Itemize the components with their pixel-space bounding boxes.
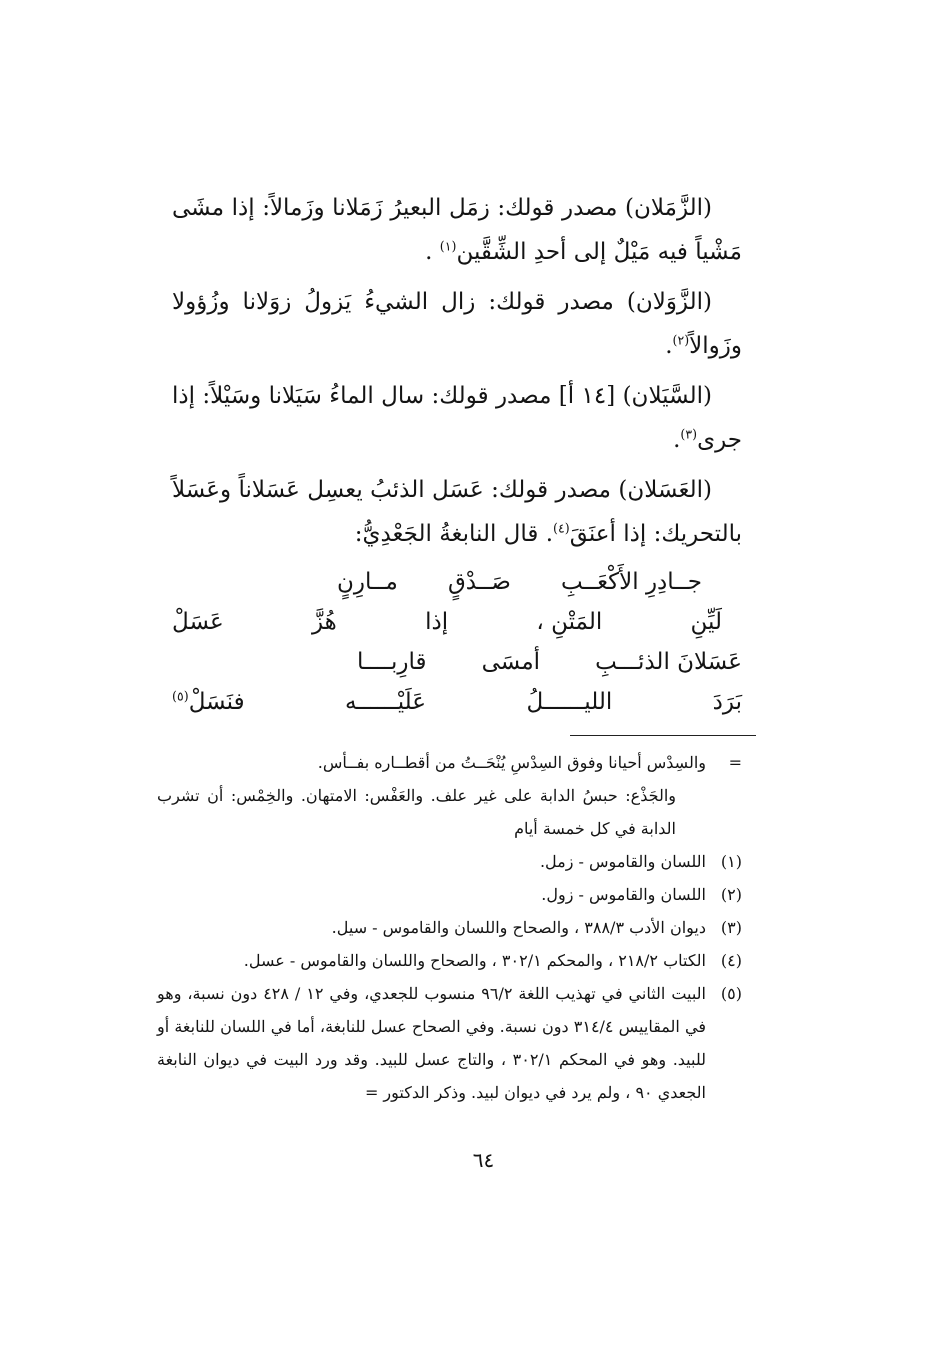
footnotes <box>157 746 742 1109</box>
footnote-1: (١) اللسان والقاموس - زمل. <box>539 852 742 871</box>
poem <box>172 562 742 722</box>
paragraph-zamalan: (الزَّمَلان) مصدر قولك: زمَل البعيرُ زَمَلانا وزَمالاً: إذا مشَى مَشْياً فيه مَيْلٌ إلى أحدِ الشِّقَّين$^{(١)}$ . <box>172 195 742 265</box>
footnote-ref[interactable]: (١) <box>439 238 457 254</box>
footnote-ref[interactable]: (٥) <box>172 688 189 704</box>
page-number: ٦٤ <box>472 1148 495 1172</box>
poem-line-4: بَرَدَ الليــــــلُ عَلَيْــــــه فنَسَلْ$^{(٥)}$ <box>172 688 742 715</box>
footnote-5: (٥) البيت الثاني في تهذيب اللغة ٩٦/٢ منسوب للجعدي، وفي ١٢ / ٤٢٨ دون نسبة، وهو في المقاييس ٣١٤/٤ دون نسبة. وفي الصحاح عسل للنابغة، أما في اللسان للنابغة أو للبيد. وهو في المحكم ٣٠٢/١ ، والتاج عسل للبيد. وقد ورد البيت في ديوان النابغة الجعدي ٩٠ ، ولم يرد في ديوان لبيد. وذكر الدكتور = <box>157 984 742 1102</box>
main-text <box>172 186 742 722</box>
paragraph-asalan: (العَسَلان) مصدر قولك: عَسَل الذئبُ يعسِل عَسَلاناً وعَسَلاً بالتحريك: إذا أعنَقَ$^{(٤)}$. قال النابغةُ الجَعْدِيُّ: <box>172 477 742 547</box>
footnote-ref[interactable]: (٢) <box>672 332 690 348</box>
poem-line-2: لَيِّنِ المَتْنِ ، إذا هُزَّ عَسَلْ <box>172 609 722 635</box>
footnote-ref[interactable]: (٣) <box>680 426 698 442</box>
footnote-divider <box>570 735 756 736</box>
footnote-continuation: والجَذْع: حبسُ الدابة على غير علف. والعَفْس: الامتهان. والخِمْس: أن تشرب الدابة في كل خمسة أيام <box>157 786 676 838</box>
footnote-4: (٤) الكتاب ٢١٨/٢ ، والمحكم ٣٠٢/١ ، والصحاح واللسان والقاموس - عسل. <box>243 951 742 970</box>
poem-line-1: جــادِرِ الأَكْعَــبِ صَــدْقٍ مــارِنٍ <box>337 569 702 595</box>
paragraph-sayalan: (السَّيَلان) [١٤ أ] مصدر قولك: سال الماءُ سَيَلانا وسَيْلاً: إذا جرى$^{(٣)}$. <box>172 383 742 453</box>
footnote-2: (٢) اللسان والقاموس - زول. <box>541 885 742 904</box>
poem-line-3: عَسَلانَ الذئـــبِ أمسَى قارِبــــا <box>357 649 742 675</box>
footnote-ref[interactable]: (٤) <box>553 520 570 536</box>
footnote-continuation: = والسِدْس أحيانا وفوق السِدْسِ يُنْحَــتُ من أقطــاره بفــأس. <box>317 753 742 772</box>
footnote-3: (٣) ديوان الأدب ٣٨٨/٣ ، والصحاح واللسان والقاموس - سيل. <box>331 918 742 937</box>
paragraph-zawalan: (الزَّوَلان) مصدر قولك: زال الشيءُ يَزولُ زوَلانا وزُؤولا وزَوالاً$^{(٢)}$. <box>172 289 742 359</box>
